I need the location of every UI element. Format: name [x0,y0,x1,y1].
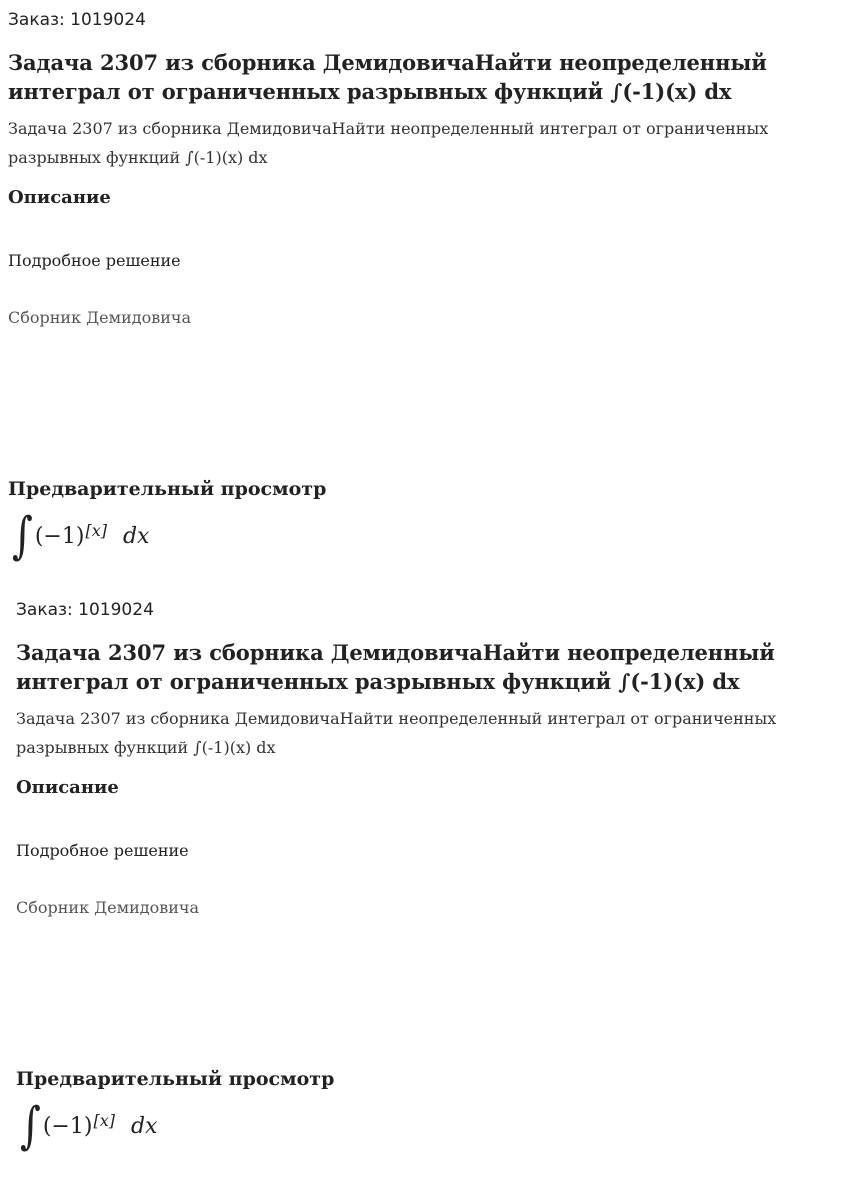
formula-preview [12,508,808,564]
formula-base: (−1) [34,523,85,549]
preview-heading: Предварительный просмотр [8,478,327,500]
formula-dx: dx [130,1113,158,1139]
order-block-1 [8,8,808,564]
integral-sign: ∫ [20,1097,41,1155]
detail-text: Подробное решение [8,251,181,270]
task-description: Задача 2307 из сборника ДемидовичаНайти неопределенный интеграл от ограниченных разрывных функций ∫(-1)(x) dx [8,119,769,167]
order-block-2 [16,598,816,1154]
formula-base: (−1) [42,1113,93,1139]
formula-dx: dx [122,523,150,549]
category-link[interactable]: Сборник Демидовича [8,308,192,327]
order-label: Заказ: 1019024 [16,600,154,620]
order-label: Заказ: 1019024 [8,10,146,30]
task-title: Задача 2307 из сборника ДемидовичаНайти неопределенный интеграл от ограниченных разрывных функций ∫(-1)(x) dx [8,50,767,104]
preview-heading: Предварительный просмотр [16,1068,335,1090]
category-link[interactable]: Сборник Демидовича [16,898,200,917]
integral-sign: ∫ [12,507,33,565]
description-heading: Описание [8,187,111,208]
formula-exponent: [x] [85,520,107,540]
formula-preview [20,1098,816,1154]
task-description: Задача 2307 из сборника ДемидовичаНайти неопределенный интеграл от ограниченных разрывных функций ∫(-1)(x) dx [16,709,777,757]
description-heading: Описание [16,777,119,798]
task-title: Задача 2307 из сборника ДемидовичаНайти неопределенный интеграл от ограниченных разрывных функций ∫(-1)(x) dx [16,640,775,694]
detail-text: Подробное решение [16,841,189,860]
formula-exponent: [x] [93,1110,115,1130]
